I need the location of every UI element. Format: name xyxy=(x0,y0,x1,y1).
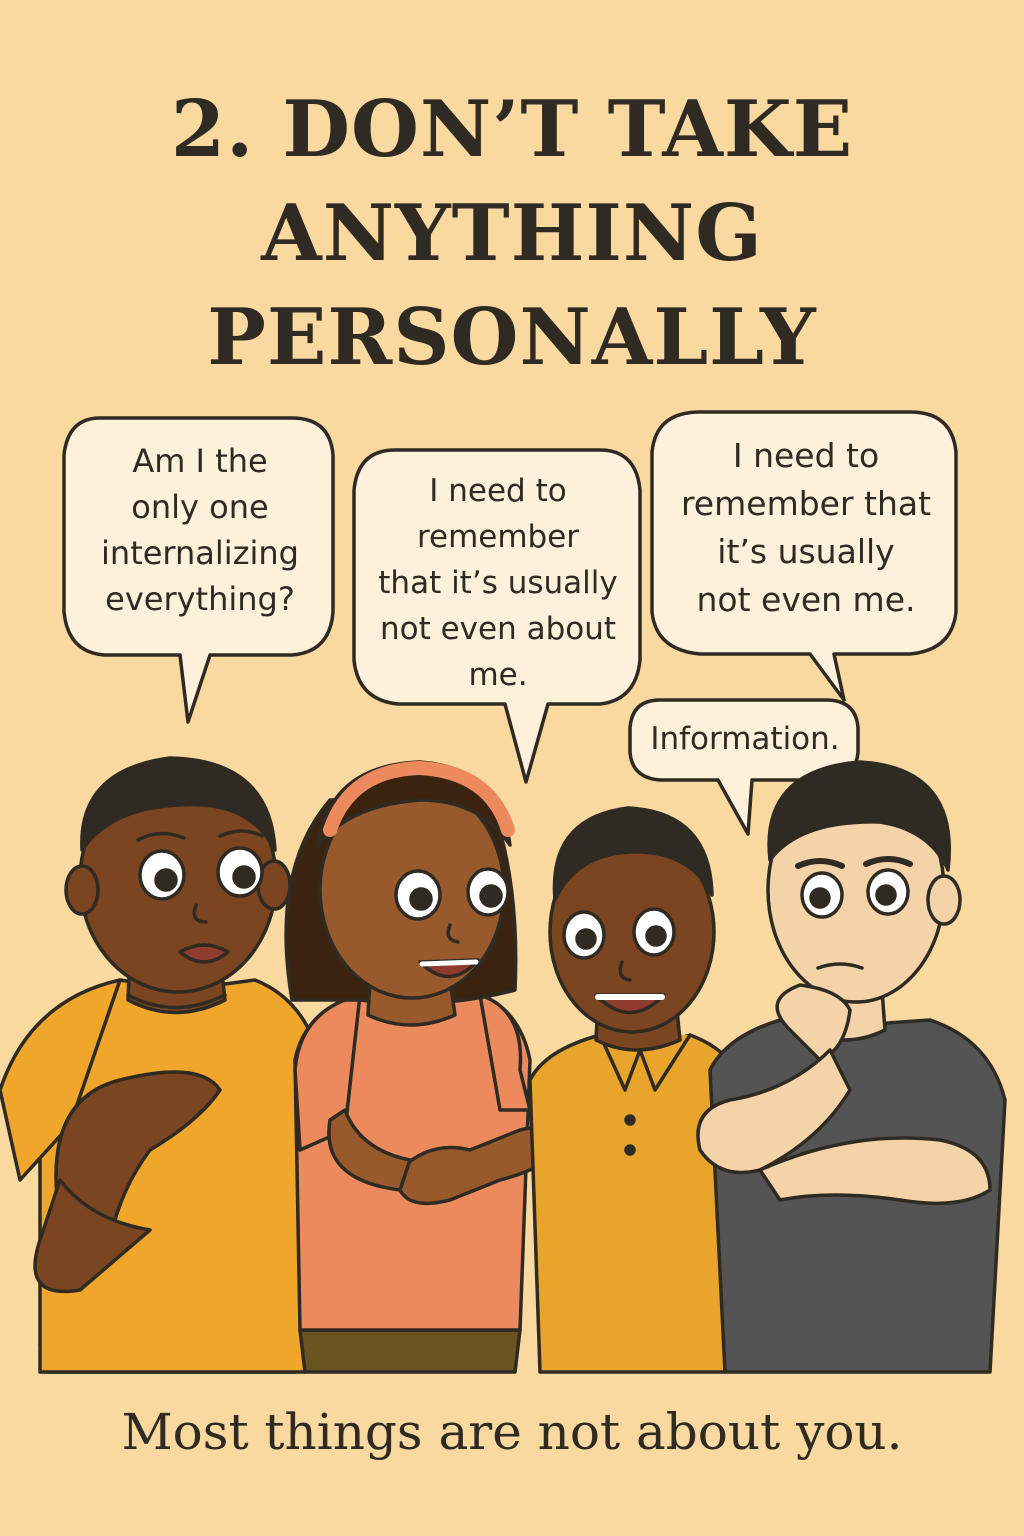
speech-bubble-1-text: Am I the only one internalizing everything? xyxy=(101,442,299,618)
speech-bubble-2-text: I need to remember that it’s usually not even about me. xyxy=(378,473,618,693)
person-man-yellow-shirt xyxy=(0,758,320,1372)
title-line-2: ANYTHING xyxy=(261,188,763,279)
person-boy-polo xyxy=(530,808,740,1372)
person-woman-headband xyxy=(286,762,560,1372)
speech-bubble-4-text: Information. xyxy=(650,721,840,757)
person-man-gray-shirt xyxy=(698,762,1005,1372)
title-line-3: PERSONALLY xyxy=(207,292,817,383)
speech-bubble-3-text: I need to remember that it’s usually not even me. xyxy=(680,436,932,619)
poster-caption: Most things are not about you. xyxy=(121,1403,903,1461)
title-line-1: 2. DON’T TAKE xyxy=(170,84,854,175)
